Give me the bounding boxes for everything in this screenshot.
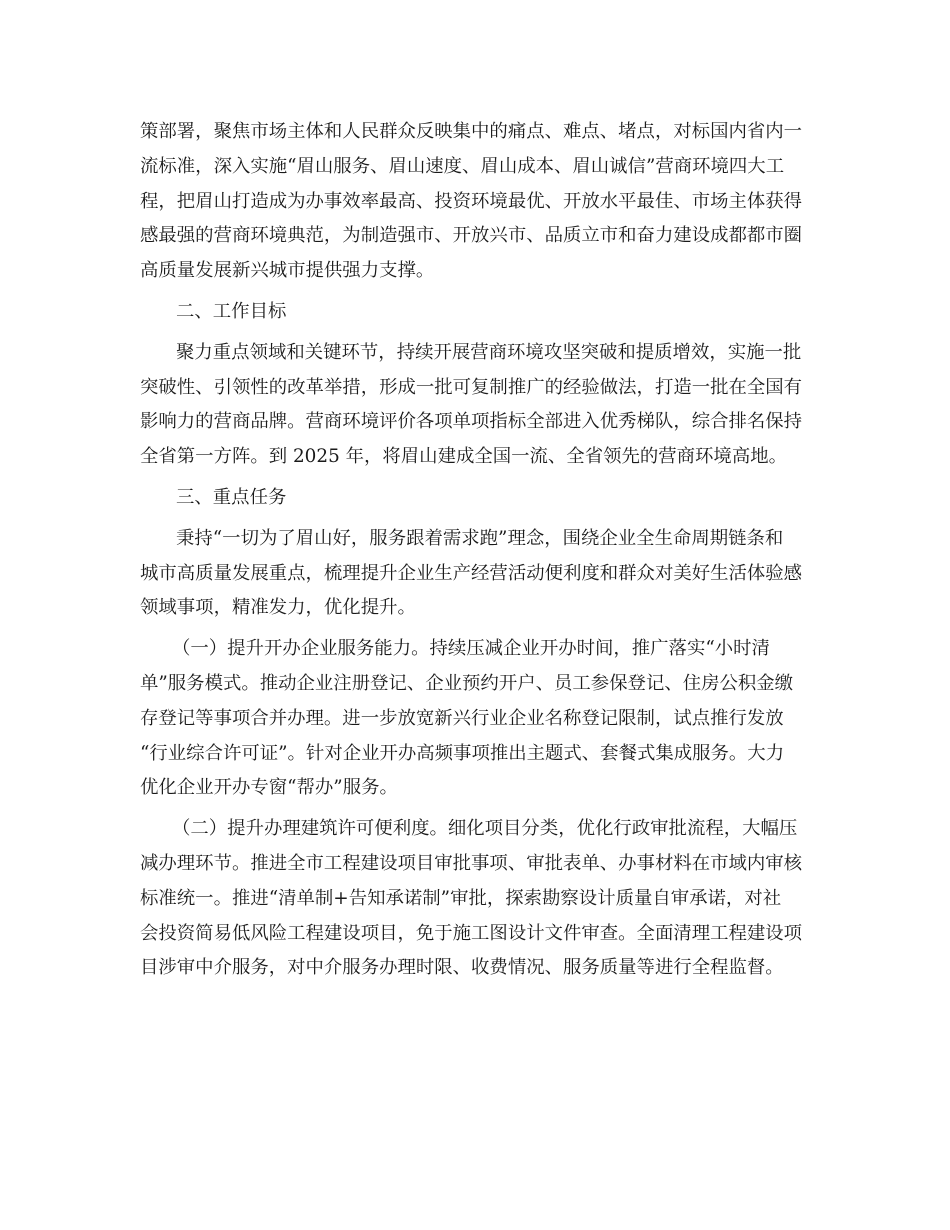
text-line: 聚力重点领域和关键环节，持续开展营商环境攻坚突破和提质增效，实施一批 [176,341,802,363]
text-line: （一）提升开办企业服务能力。持续压减企业开办时间，推广落实“小时清 [172,638,770,660]
text-line: 减办理环节。推进全市工程建设项目审批事项、审批表单、办事材料在市域内审核 [140,852,803,874]
text-line: 领域事项，精准发力，优化提升。 [140,597,416,619]
document-body [140,115,820,986]
text-line: 目涉审中介服务，对中介服务办理时限、收费情况、服务质量等进行全程监督。 [140,957,784,979]
text-line: 秉持“一切为了眉山好，服务跟着需求跑”理念，围绕企业全生命周期链条和 [176,527,784,549]
text-line: 城市高质量发展重点，梳理提升企业生产经营活动便利度和群众对美好生活体验感 [140,562,803,584]
text-line: 高质量发展新兴城市提供强力支撑。 [140,260,435,282]
text-line: 影响力的营商品牌。营商环境评价各项单项指标全部进入优秀梯队，综合排名保持 [140,411,803,433]
text-line: 三、重点任务 [176,486,287,508]
text-line: 单”服务模式。推动企业注册登记、企业预约开户、员工参保登记、住房公积金缴 [140,672,794,694]
text-line: “行业综合许可证”。针对企业开办高频事项推出主题式、套餐式集成服务。大力 [140,742,785,764]
text-line: 优化企业开办专窗“帮办”服务。 [140,777,398,799]
text-line: 会投资简易低风险工程建设项目，免于施工图设计文件审查。全面清理工程建设项 [140,922,803,944]
text-line: 标准统一。推进“清单制+告知承诺制”审批，探索勘察设计质量自审承诺，对社 [140,887,782,909]
text-line: 流标准，深入实施“眉山服务、眉山速度、眉山成本、眉山诚信”营商环境四大工 [140,155,785,177]
text-line: 全省第一方阵。到 2025 年，将眉山建成全国一流、全省领先的营商环境高地。 [140,446,787,468]
text-line: 突破性、引领性的改革举措，形成一批可复制推广的经验做法，打造一批在全国有 [140,376,803,398]
text-line: 二、工作目标 [176,300,287,322]
text-line: 策部署，聚焦市场主体和人民群众反映集中的痛点、难点、堵点，对标国内省内一 [140,121,803,142]
text-line: 存登记等事项合并办理。进一步放宽新兴行业企业名称登记限制，试点推行发放 [140,707,784,729]
text-line: 感最强的营商环境典范，为制造强市、开放兴市、品质立市和奋力建设成都都市圈 [140,225,803,247]
text-line: （二）提升办理建筑许可便利度。细化项目分类，优化行政审批流程，大幅压 [172,818,798,840]
text-line: 程，把眉山打造成为办事效率最高、投资环境最优、开放水平最佳、市场主体获得 [140,190,803,212]
